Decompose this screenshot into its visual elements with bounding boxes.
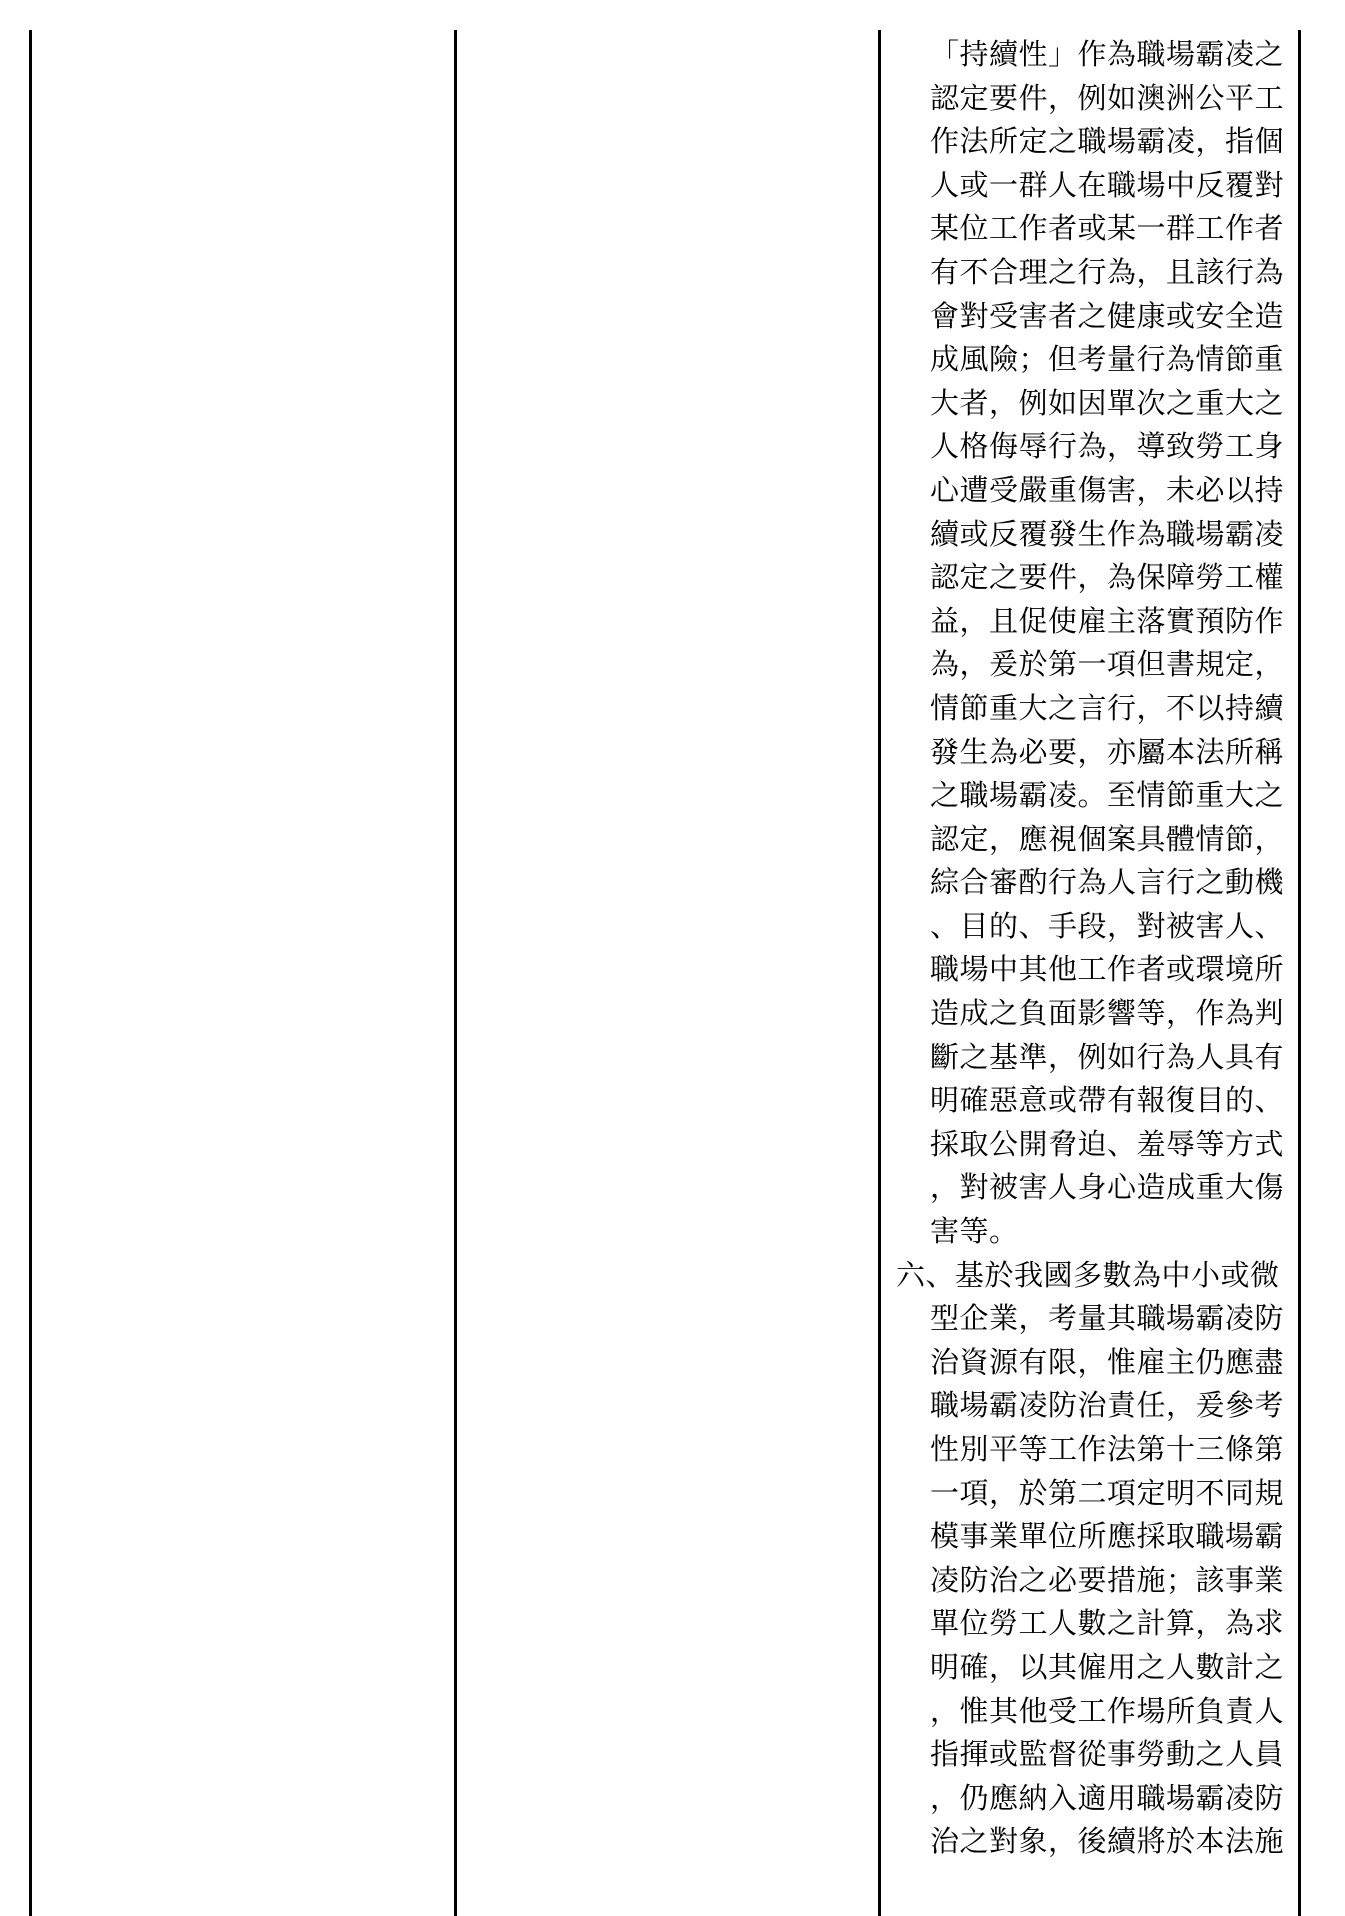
text-line-item-six: 六、基於我國多數為中小或微: [896, 1257, 1280, 1292]
text-line: 造成之負面影響等，作為判: [930, 996, 1285, 1031]
text-line: 一項，於第二項定明不同規: [930, 1475, 1285, 1510]
text-line: 職場中其他工作者或環境所: [930, 952, 1285, 987]
text-line: 益，且促使雇主落實預防作: [930, 603, 1285, 638]
text-line: 模事業單位所應採取職場霸: [930, 1519, 1285, 1554]
text-line: 會對受害者之健康或安全造: [930, 298, 1285, 333]
text-line: 凌防治之必要措施；該事業: [930, 1562, 1285, 1597]
text-line: 作法所定之職場霸凌，指個: [930, 124, 1285, 159]
text-line: 、目的、手段，對被害人、: [930, 908, 1285, 943]
text-line: 治資源有限，惟雇主仍應盡: [930, 1344, 1285, 1379]
text-line: 單位勞工人數之計算，為求: [930, 1606, 1285, 1641]
text-line: 治之對象，後續將於本法施: [930, 1824, 1285, 1859]
text-line: 人或一群人在職場中反覆對: [930, 167, 1285, 202]
text-line: 斷之基準，例如行為人具有: [930, 1039, 1285, 1074]
text-line: 綜合審酌行為人言行之動機: [930, 865, 1285, 900]
text-line: 職場霸凌防治責任，爰參考: [930, 1388, 1285, 1423]
explanation-column-text: [896, 33, 1296, 1864]
text-line: 認定要件，例如澳洲公平工: [930, 80, 1285, 115]
text-line: 某位工作者或某一群工作者: [930, 211, 1285, 246]
text-line: 性別平等工作法第十三條第: [930, 1432, 1285, 1466]
text-line: 續或反覆發生作為職場霸凌: [930, 516, 1285, 551]
text-line: ，對被害人身心造成重大傷: [930, 1170, 1285, 1205]
text-line: 明確惡意或帶有報復目的、: [930, 1083, 1285, 1118]
text-line: 有不合理之行為，且該行為: [930, 254, 1285, 289]
text-line: 發生為必要，亦屬本法所稱: [930, 734, 1285, 769]
text-line: 指揮或監督從事勞動之人員: [930, 1737, 1285, 1772]
column-1-cell: [32, 30, 454, 1916]
text-line: 「持續性」作為職場霸凌之: [930, 37, 1285, 71]
text-line: 認定，應視個案具體情節，: [930, 821, 1285, 856]
text-line: 人格侮辱行為，導致勞工身: [930, 429, 1285, 464]
text-line: 認定之要件，為保障勞工權: [930, 560, 1285, 595]
text-line: 採取公開脅迫、羞辱等方式: [930, 1126, 1285, 1161]
text-line: 之職場霸凌。至情節重大之: [930, 778, 1285, 813]
text-line: 成風險；但考量行為情節重: [930, 342, 1285, 377]
text-line: 大者，例如因單次之重大之: [930, 385, 1285, 420]
text-line: 為，爰於第一項但書規定，: [930, 647, 1285, 682]
text-line: 害等。: [930, 1214, 1019, 1249]
text-line: 心遭受嚴重傷害，未必以持: [930, 472, 1285, 507]
text-line: ，仍應納入適用職場霸凌防: [930, 1780, 1285, 1815]
table-border-col2-col3: [878, 30, 881, 1916]
column-2-cell: [457, 30, 878, 1916]
text-line: 情節重大之言行，不以持續: [930, 690, 1285, 725]
text-line: 型企業，考量其職場霸凌防: [930, 1301, 1285, 1336]
text-line: ，惟其他受工作場所負責人: [930, 1693, 1285, 1728]
table-border-right: [1298, 30, 1301, 1916]
text-line: 明確，以其僱用之人數計之: [930, 1649, 1285, 1684]
